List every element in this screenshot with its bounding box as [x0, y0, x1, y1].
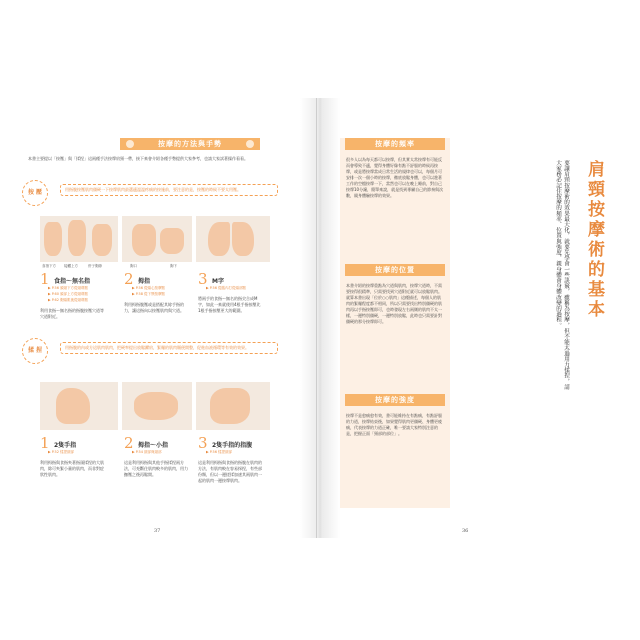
- step-title: 食指～無名指: [54, 278, 91, 285]
- press-photo-3: [196, 216, 270, 262]
- step-number: 2: [124, 270, 134, 288]
- step-bullet: ▶ P.56 揉捏頸部: [206, 450, 233, 454]
- step-bullet: ▶ P.56 從頭心按摩點: [132, 286, 166, 290]
- press-badge: 按 壓: [22, 180, 48, 206]
- info-panel: [340, 138, 450, 508]
- hand-image: [132, 224, 156, 256]
- section-title-methods: [120, 138, 260, 150]
- chapter-title: 肩頸按摩術的基本: [584, 160, 604, 320]
- intensity-title: [345, 394, 445, 406]
- step-title: 2隻手指: [54, 442, 77, 449]
- step-description: 利用拇指與食指夾著指頭揉捏的大肌肉，除可夾緊小量的肌肉，而非對症狀性肌肉。: [40, 460, 104, 477]
- step-title: 拇指～小指: [138, 442, 169, 449]
- step-description: 這是利用拇指與食指的指腹在肌肉的方法，有肌肉較在容易採捏，有些部份類，但以一邊搓揉加速其兩肌肉一起的肌肉一邊按摩肌肉。: [198, 460, 262, 483]
- freq-body: 很多人以為每天都可以按摩，但其實太常按摩有可能反而會導致不適，覺得身體好像有點不舒服的時候再按摩，或是將按摩當成日常生活的規律也可以，每個月可安排一次一個小時的按摩，徹底放鬆身體，也可以趁著工作的空檔按摩一下，當然也可以在晚上睡前，對自己按摩10分鐘，簡單來說，就是找到專屬自己的節奏與次數，親身體驗按摩的效果。: [346, 157, 444, 198]
- step-number: 3: [198, 434, 208, 452]
- hand-image: [160, 228, 184, 254]
- page-number-left: 37: [154, 528, 161, 534]
- page-number-right: 36: [462, 528, 469, 534]
- step-title: 拇指: [138, 278, 151, 285]
- left-page: [20, 98, 317, 538]
- step-title: 2隻手指的指腹: [212, 442, 253, 449]
- step-bullet: ▶ P.56 從腦內打從頭部點: [206, 286, 247, 290]
- intensity-body: 按摩不是愈痛愈有效，書可能維持在有點痛，有點舒服的力道，按摩結束後，如果覺得肌肉更僵硬、身體更痠痛，代表按摩的力道正確，唯一要請大家特別注意的是，把握正面「頸部的部位」。: [346, 413, 442, 436]
- step-description: 將兩手的食指～無名的指尖合成M字，如此一來就使用4根手指按壓比1根手指按壓更大的範圍。: [198, 296, 261, 313]
- step-bullet: ▶ P.56 頭頸下方從頸鼻點: [48, 286, 89, 290]
- step-title: M字: [212, 278, 224, 285]
- knead-badge: 揉 捏: [22, 338, 48, 364]
- knead-note: [60, 342, 278, 354]
- knead-note-text: 用指腹的內或方這肌肉肌肉，把硬率提出放鬆躍肩，緊繃的肌肉順便開整，促進血液循環等有效的效果。: [65, 345, 249, 350]
- chapter-intro-text: 要讓肩頸按摩術的效果最大化，就要先學會一些訣竅，雖稱為按摩，但不能太過用力揉捏，請大家務必記住按摩的頻率、位置與強度，親身體會身體改變的過程。: [555, 160, 569, 390]
- step-description: 利用食指～無名指的指腹按壓穴道等穴道附近。: [40, 308, 104, 319]
- intro-text: 本書主要提以「按壓」與「揉捏」這兩種手法按摩肩頸一帶，接下來會介紹各種手勢提供大家參考，也請大家試著操作看看。: [28, 156, 248, 161]
- press-photo-1: [40, 216, 118, 262]
- press-note-text: 用指腹按壓肌肉僵硬一下按摩肌肉最選適溫溫疼痛的按施前，要注意的是，按壓的時候不要太用壓。: [65, 187, 241, 192]
- hand-image: [134, 392, 178, 420]
- knead-photo-1: [40, 382, 118, 430]
- photo-label: 併子側緣: [88, 264, 102, 268]
- step-number: 1: [40, 270, 50, 288]
- hand-image: [56, 388, 90, 424]
- hand-image: [44, 222, 62, 256]
- position-title-text: 按摩的位置: [375, 266, 415, 274]
- step-number: 1: [40, 434, 50, 452]
- press-note: [60, 184, 278, 196]
- step-number: 2: [124, 434, 134, 452]
- photo-label: 食指下方: [42, 264, 56, 268]
- step-bullet: ▶ P.60 頭部上方從頸鼻點: [48, 292, 89, 296]
- step-number: 3: [198, 270, 208, 288]
- section-title-text: 按摩的方法與手勢: [158, 140, 222, 148]
- position-title: [345, 264, 445, 276]
- right-page: [320, 98, 620, 538]
- hand-image: [68, 220, 86, 256]
- photo-label: 胸下: [170, 264, 177, 268]
- step-bullet: ▶ P.52 揉捏頸部: [48, 450, 75, 454]
- knead-photo-3: [196, 382, 270, 430]
- step-description: 這是利用拇指與其他手指揉捏兩方法，可充斷住肌肉較多的肌肉，用力撫壓之後再鬆開。: [124, 460, 188, 477]
- knead-photo-2: [122, 382, 192, 430]
- step-bullet: ▶ P.62 側頭肌後從頸鼻點: [48, 298, 89, 302]
- hand-image: [208, 222, 230, 256]
- hand-image: [92, 224, 112, 256]
- intensity-title-text: 按摩的強度: [375, 396, 415, 404]
- step-description: 利用拇指腹壓或是搭配其餘手指的力，讓這指向以按壓肌肉與穴道。: [124, 302, 184, 313]
- hand-image: [210, 388, 250, 424]
- photo-label: 接觸上方: [64, 264, 78, 268]
- position-body: 本書介紹的按摩重點為穴道與肌肉，按摩穴道時，不需要按得很精準，只需要找到穴道附近就可以放鬆肌肉。就算本書出現「位於○○肌肉」這種描述，每個人的肌肉的緊繃程度都不相同，所以只需要找出特別僵硬的肌肉再以手指按壓即可，也時發現左右兩側的肌肉不太一樣，一邊特別僵硬，一邊特別放鬆，此時也只需要針對僵硬的那分按摩即可。: [346, 283, 442, 324]
- hand-image: [232, 222, 254, 256]
- photo-label: 胸口: [130, 264, 137, 268]
- book-spine: [300, 98, 340, 538]
- freq-title-text: 按摩的頻率: [375, 140, 415, 148]
- freq-title: [345, 138, 445, 150]
- step-bullet: ▶ P.58 從下顎按摩點: [132, 292, 166, 296]
- step-bullet: ▶ P.54 頸部與頸部: [132, 450, 162, 454]
- press-photo-2: [122, 216, 192, 262]
